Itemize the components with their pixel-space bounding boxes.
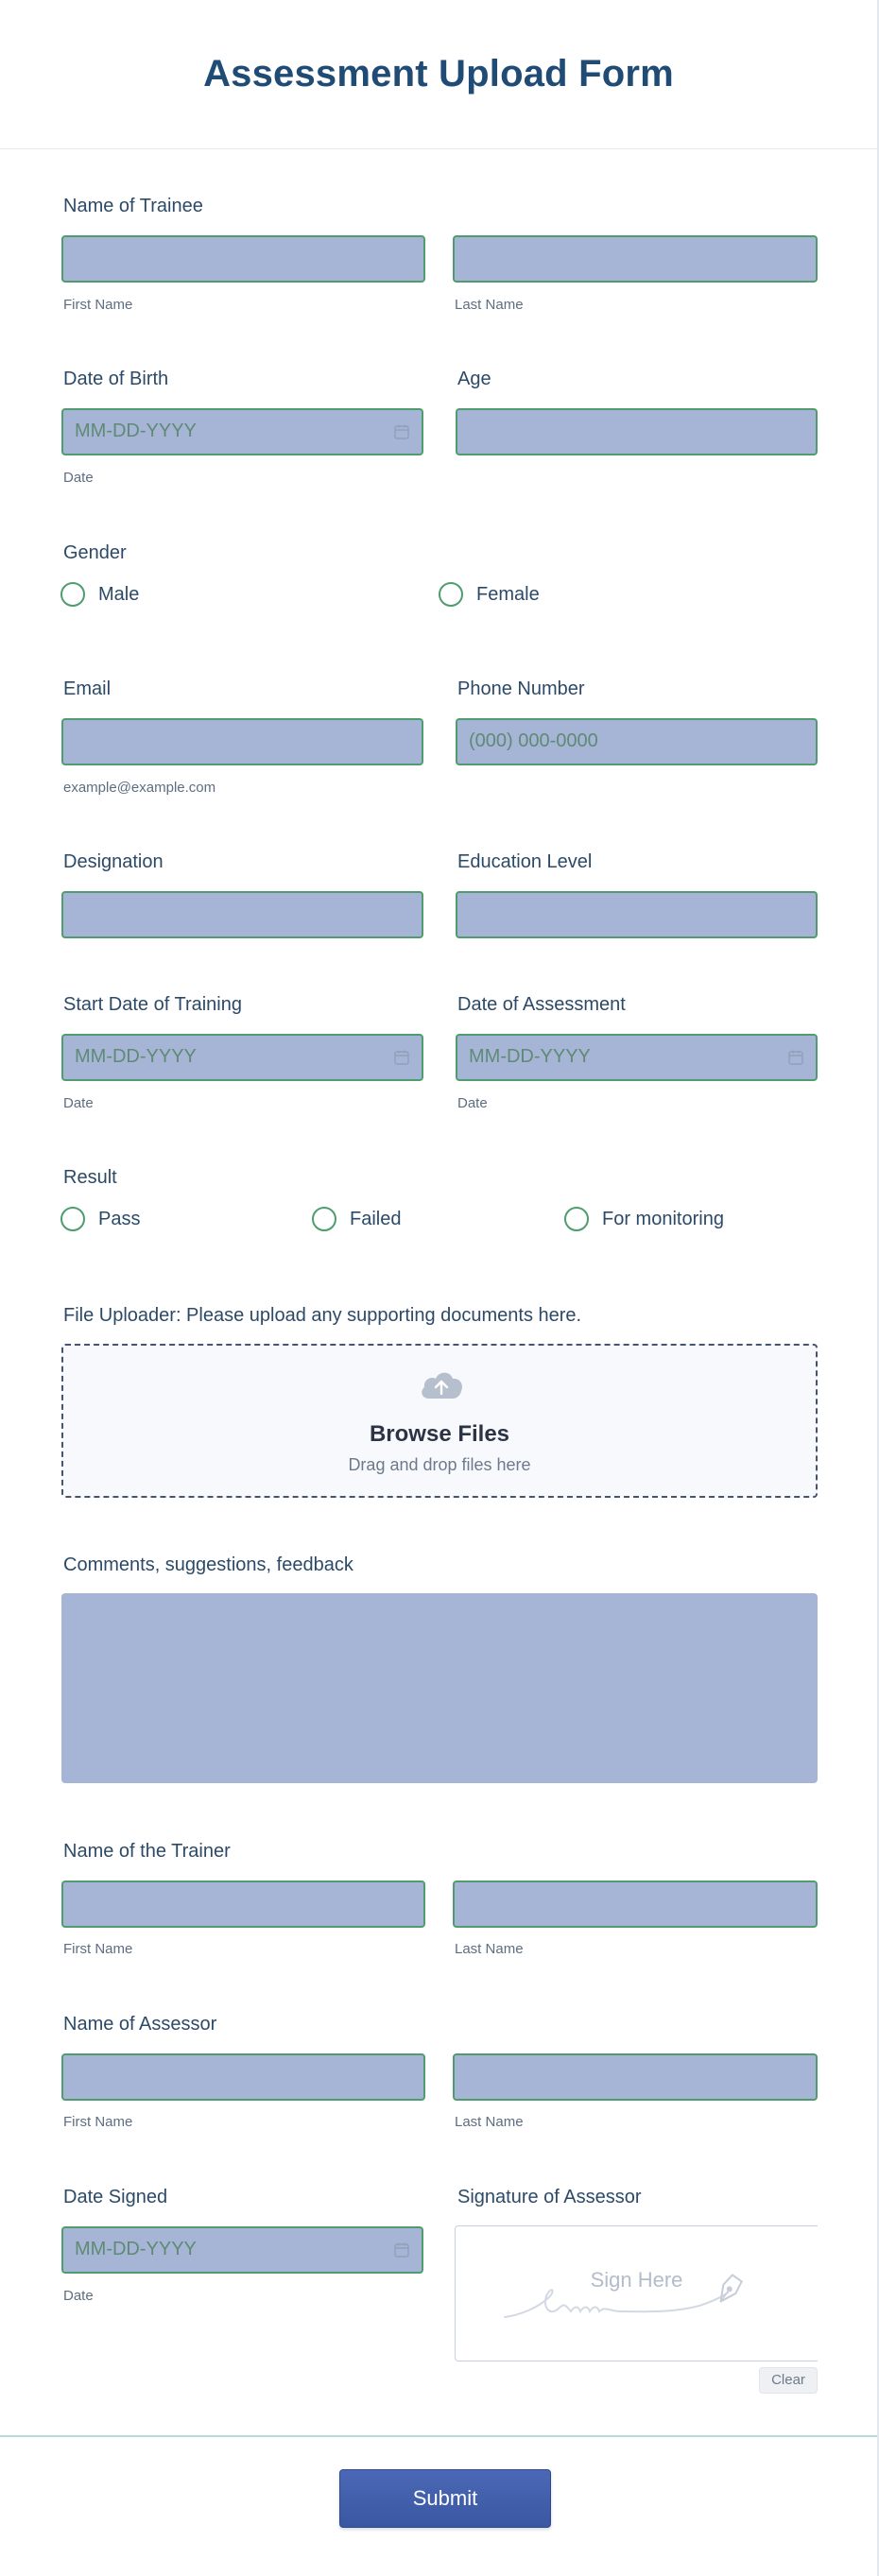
browse-files-button[interactable]: Browse Files — [369, 1421, 510, 1447]
drag-drop-hint: Drag and drop files here — [348, 1455, 531, 1474]
designation-input[interactable] — [61, 891, 423, 938]
form-header — [0, 0, 877, 149]
signature-label: Signature of Assessor — [457, 2187, 642, 2207]
radio-button[interactable] — [60, 1207, 85, 1231]
assessment-date-label: Date of Assessment — [457, 994, 626, 1015]
signature-placeholder: Sign Here — [590, 2268, 683, 2292]
dob-label: Date of Birth — [63, 369, 169, 389]
assessment-date-input[interactable] — [456, 1034, 818, 1081]
date-signed-sublabel: Date — [63, 2288, 94, 2304]
result-label: Result — [63, 1167, 117, 1188]
phone-input[interactable] — [456, 718, 818, 765]
gender-option-label: Female — [476, 583, 540, 605]
education-level-label: Education Level — [457, 851, 593, 872]
email-label: Email — [63, 678, 112, 699]
result-option-label: For monitoring — [602, 1208, 724, 1229]
start-date-sublabel: Date — [63, 1095, 94, 1111]
file-uploader-label: File Uploader: Please upload any supporting documents here. — [63, 1305, 582, 1326]
calendar-icon[interactable] — [393, 1049, 410, 1066]
result-option-label: Pass — [98, 1208, 141, 1229]
age-label: Age — [457, 369, 491, 389]
clear-signature-button[interactable]: Clear — [759, 2367, 818, 2394]
radio-button[interactable] — [312, 1207, 336, 1231]
trainer-name-label: Name of the Trainer — [63, 1841, 231, 1862]
assessor-last-name-input[interactable] — [453, 2053, 818, 2101]
signature-pad[interactable] — [455, 2225, 818, 2361]
calendar-icon[interactable] — [393, 2241, 410, 2258]
start-date-input[interactable] — [61, 1034, 423, 1081]
radio-button[interactable] — [564, 1207, 589, 1231]
result-option-label: Failed — [350, 1208, 402, 1229]
result-option-pass[interactable] — [60, 1207, 140, 1231]
gender-option-male[interactable] — [60, 582, 139, 607]
trainer-last-name-input[interactable] — [453, 1880, 818, 1928]
start-date-label: Start Date of Training — [63, 994, 242, 1015]
file-drop-zone[interactable] — [61, 1344, 818, 1498]
dob-input[interactable] — [61, 408, 423, 455]
dob-placeholder: MM-DD-YYYY — [75, 421, 197, 441]
comments-textarea[interactable] — [61, 1593, 818, 1783]
trainee-first-name-input[interactable] — [61, 235, 425, 283]
trainee-last-name-input[interactable] — [453, 235, 818, 283]
trainee-first-name-sublabel: First Name — [63, 297, 133, 313]
designation-label: Designation — [63, 851, 164, 872]
trainee-last-name-sublabel: Last Name — [455, 297, 524, 313]
trainer-last-name-sublabel: Last Name — [455, 1941, 524, 1957]
page-title: Assessment Upload Form — [203, 53, 674, 94]
phone-label: Phone Number — [457, 678, 585, 699]
assessor-first-name-input[interactable] — [61, 2053, 425, 2101]
gender-option-female[interactable] — [439, 582, 540, 607]
radio-button[interactable] — [60, 582, 85, 607]
gender-option-label: Male — [98, 583, 140, 605]
assessor-first-name-sublabel: First Name — [63, 2114, 133, 2130]
email-sublabel: example@example.com — [63, 780, 216, 796]
assessor-last-name-sublabel: Last Name — [455, 2114, 524, 2130]
result-option-for-monitoring[interactable] — [564, 1207, 724, 1231]
dob-sublabel: Date — [63, 470, 94, 486]
trainer-first-name-input[interactable] — [61, 1880, 425, 1928]
assessment-date-sublabel: Date — [457, 1095, 488, 1111]
phone-placeholder: (000) 000-0000 — [469, 730, 598, 751]
calendar-icon[interactable] — [787, 1049, 804, 1066]
assessment-date-placeholder: MM-DD-YYYY — [469, 1046, 591, 1067]
gender-label: Gender — [63, 542, 127, 563]
date-signed-placeholder: MM-DD-YYYY — [75, 2239, 197, 2259]
cloud-upload-icon — [418, 1366, 465, 1404]
age-input[interactable] — [456, 408, 818, 455]
trainee-name-label: Name of Trainee — [63, 196, 203, 216]
footer-divider — [0, 2435, 877, 2437]
calendar-icon[interactable] — [393, 423, 410, 440]
start-date-placeholder: MM-DD-YYYY — [75, 1046, 197, 1067]
assessor-name-label: Name of Assessor — [63, 2014, 217, 2035]
trainer-first-name-sublabel: First Name — [63, 1941, 133, 1957]
submit-button[interactable]: Submit — [339, 2469, 551, 2528]
date-signed-input[interactable] — [61, 2226, 423, 2274]
email-field[interactable] — [61, 718, 423, 765]
education-level-input[interactable] — [456, 891, 818, 938]
result-option-failed[interactable] — [312, 1207, 401, 1231]
date-signed-label: Date Signed — [63, 2187, 168, 2207]
radio-button[interactable] — [439, 582, 463, 607]
comments-label: Comments, suggestions, feedback — [63, 1554, 353, 1575]
